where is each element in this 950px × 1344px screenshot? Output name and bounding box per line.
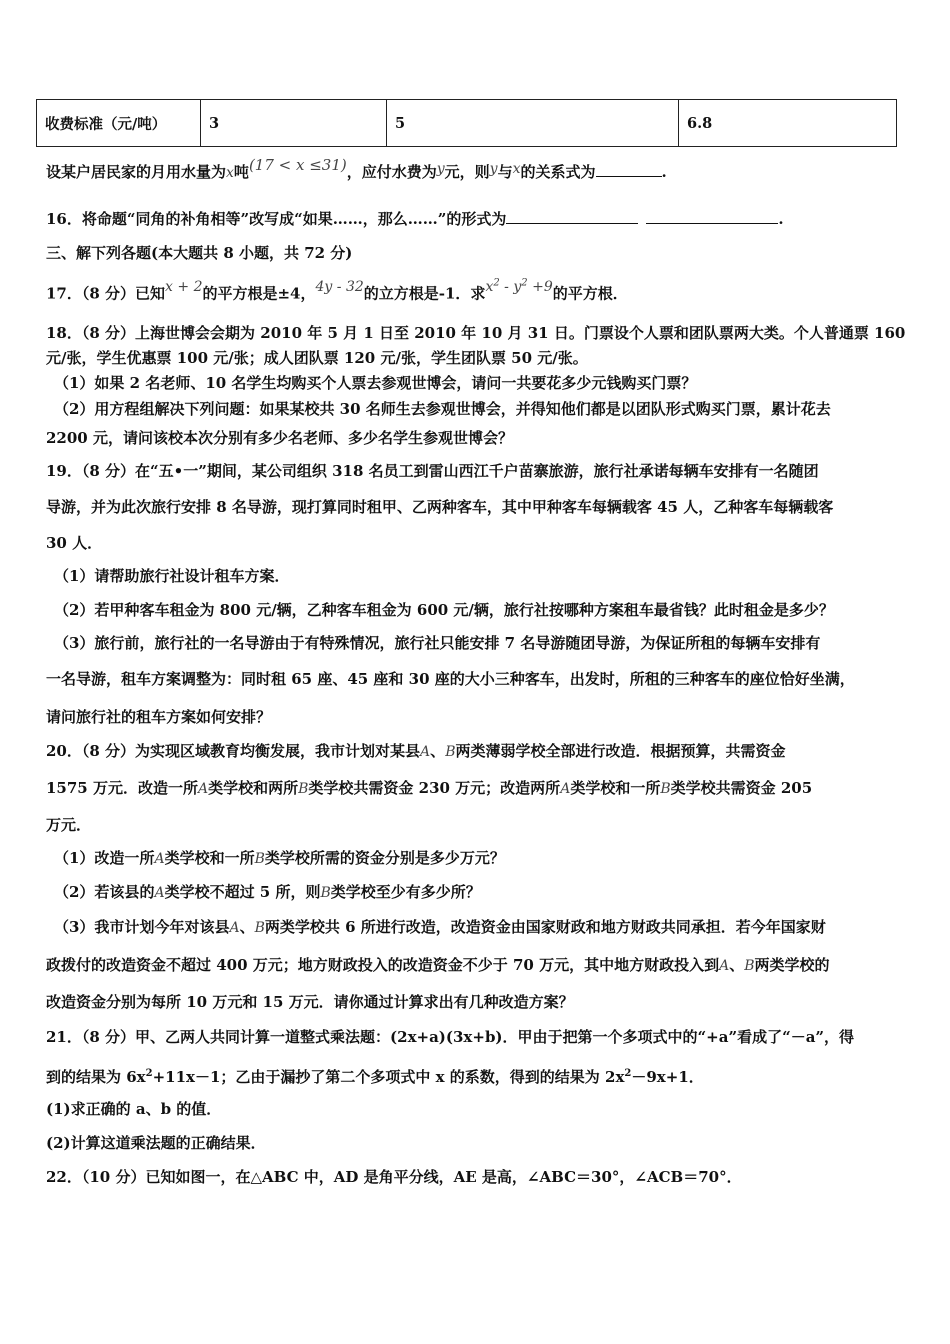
text: 1575 万元．改造一所 (46, 779, 198, 797)
text: 类学校不超过 5 所，则 (164, 883, 321, 901)
q18-line: 18．（8 分）上海世博会会期为 2010 年 5 月 1 日至 2010 年 10 月 31 日。门票设个人票和团队票两大类。个人普通票 160 (46, 324, 906, 342)
text: 两类学校共 6 所进行改造，改造资金由国家财政和地方财政共同承担．若今年国家财 (264, 918, 826, 936)
answer-blank[interactable] (646, 209, 778, 224)
math-part: +9 (527, 278, 553, 295)
q22-line: 22．（10 分）已知如图一，在△ABC 中，AD 是角平分线，AE 是高，∠ABC＝30°，∠ACB＝70°． (46, 1168, 742, 1186)
q20-line (46, 955, 830, 976)
text: 20．（8 分）为实现区域教育均衡发展，我市计划对某县 (46, 742, 421, 760)
text: 、 (239, 918, 255, 936)
q15-relation-line (46, 156, 667, 183)
answer-blank[interactable] (506, 209, 638, 224)
q21-line: 21．（8 分）甲、乙两人共同计算一道整式乘法题：(2x+a)(3x+b)．甲由于把第一个多项式中的“+a”看成了“－a”，得 (46, 1028, 855, 1046)
q17-line (46, 277, 628, 305)
math-expr: 4y - 32 (315, 278, 364, 295)
q21-sub: (1)求正确的 a、b 的值． (46, 1100, 222, 1118)
q21-line (46, 1064, 704, 1087)
q20-line (46, 741, 786, 762)
q18-line: 元/张，学生优惠票 100 元/张；成人团队票 120 元/张，学生团队票 50 元/张。 (46, 349, 588, 367)
q21-sub: (2)计算这道乘法题的正确结果． (46, 1134, 266, 1152)
q20-sub (54, 848, 505, 869)
math-var: y (436, 161, 445, 177)
text: 类学校和两所 (208, 779, 299, 797)
text: （2）若该县的 (54, 883, 155, 901)
math-var: A (154, 851, 165, 867)
math-expr: x + 2 (165, 278, 203, 295)
text: ，应付水费为 (346, 163, 437, 181)
math-var: A (719, 958, 730, 974)
q19-line: 19．（8 分）在“五•一”期间，某公司组织 318 名员工到雷山西江千户苗寨旅游，旅行社承诺每辆车安排有一名随团 (46, 462, 819, 480)
text: 与 (497, 163, 513, 181)
q19-sub: （3）旅行前，旅行社的一名导游由于有特殊情况，旅行社只能安排 7 名导游随团导游，为保证所租的每辆车安排有 (54, 634, 821, 652)
math-var: B (445, 744, 456, 760)
q20-sub (54, 882, 481, 903)
text: . (661, 163, 667, 181)
text: 两类薄弱学校全部进行改造．根据预算，共需资金 (455, 742, 786, 760)
question-text: 16．将命题“同角的补角相等”改写成“如果……，那么……”的形式为 (46, 210, 507, 228)
q19-line: 请问旅行社的租车方案如何安排？ (46, 708, 272, 726)
fee-table (36, 99, 897, 147)
q19-sub: （1）请帮助旅行社设计租车方案． (54, 567, 290, 585)
text: 类学校所需的资金分别是多少万元？ (264, 849, 505, 867)
text: －9x+1． (631, 1068, 704, 1086)
q18-sub: （2）用方程组解决下列问题：如果某校共 30 名师生去参观世博会，并得知他们都是以团队形式购买门票，累计花去 (54, 400, 831, 418)
q19-line: 一名导游，租车方案调整为：同时租 65 座、45 座和 30 座的大小三种客车，出发时，所租的三种客车的座位恰好坐满， (46, 670, 855, 688)
math-var: B (660, 781, 671, 797)
text: 、 (430, 742, 446, 760)
math-var: x (226, 165, 234, 181)
text: 类学校共需资金 205 (670, 779, 813, 797)
math-sup: 2 (493, 277, 500, 288)
text: 到的结果为 6x (46, 1068, 146, 1086)
math-var: A (154, 885, 165, 901)
q20-line (46, 778, 812, 799)
q20-sub (54, 917, 826, 938)
fee-cell: 5 (387, 100, 679, 147)
math-var: A (197, 781, 209, 797)
text: 设某户居民家的月用水量为 (46, 163, 227, 181)
math-var: B (320, 885, 331, 901)
q19-sub: （2）若甲种客车租金为 800 元/辆，乙种客车租金为 600 元/辆，旅行社按哪种方案租车最省钱？此时租金是多少？ (54, 601, 834, 619)
math-range: (17 < x ≤31) (248, 156, 347, 174)
text: +11x－1；乙由于漏抄了第二个多项式中 x 的系数，得到的结果为 2x (152, 1068, 625, 1086)
q18-line: 2200 元，请问该校本次分别有多少名老师、多少名学生参观世博会？ (46, 429, 513, 447)
q19-line: 30 人． (46, 534, 103, 552)
text: （1）改造一所 (54, 849, 155, 867)
math-expr (485, 279, 552, 295)
q18-sub: （1）如果 2 名老师、10 名学生均购买个人票去参观世博会，请问一共要花多少元钱购买门票？ (54, 374, 697, 392)
text: 类学校和一所 (570, 779, 661, 797)
text: 、 (729, 956, 745, 974)
math-var: B (744, 958, 755, 974)
q19-line: 导游，并为此次旅行安排 8 名导游，现打算同时租甲、乙两种客车，其中甲种客车每辆载客 45 人，乙种客车每辆载客 (46, 498, 834, 516)
text: 元，则 (444, 163, 490, 181)
math-var: x (512, 161, 521, 177)
text: （3）我市计划今年对该县 (54, 918, 230, 936)
math-var: y (489, 161, 498, 177)
math-var: B (298, 781, 309, 797)
math-var: B (254, 920, 265, 936)
text: 的平方根． (552, 284, 628, 303)
text: 两类学校的 (754, 956, 830, 974)
q20-line: 改造资金分别为每所 10 万元和 15 万元．请你通过计算求出有几种改造方案？ (46, 993, 574, 1011)
text: 政拨付的改造资金不超过 400 万元；地方财政投入的改造资金不少于 70 万元，其中地方财政投入到 (46, 956, 720, 974)
math-var: B (254, 851, 265, 867)
math-sup: 2 (521, 277, 528, 288)
fee-label-cell: 收费标准（元/吨） (37, 100, 201, 147)
text: 17．（8 分）已知 (46, 284, 166, 303)
text: 类学校共需资金 230 万元；改造两所 (308, 779, 561, 797)
math-part: - y (499, 278, 522, 295)
math-var: A (229, 920, 240, 936)
text: 的立方根是-1．求 (363, 284, 486, 303)
q20-line: 万元． (46, 816, 92, 834)
math-sup: 2 (145, 1068, 153, 1079)
fee-cell: 3 (201, 100, 387, 147)
text: 类学校至少有多少所？ (330, 883, 481, 901)
text: . (778, 210, 784, 228)
text: 吨 (233, 163, 249, 181)
text: 类学校和一所 (164, 849, 255, 867)
math-part: x (485, 278, 494, 295)
fee-cell: 6.8 (679, 100, 897, 147)
section-heading: 三、解下列各题(本大题共 8 小题，共 72 分) (46, 244, 353, 262)
math-sup: 2 (624, 1068, 632, 1079)
table-row (37, 100, 897, 147)
text: 的平方根是±4， (202, 284, 316, 303)
answer-blank[interactable] (596, 162, 662, 177)
math-var: A (420, 744, 431, 760)
math-var: A (560, 781, 571, 797)
q16-line (46, 209, 784, 229)
text: 的关系式为 (520, 163, 596, 181)
